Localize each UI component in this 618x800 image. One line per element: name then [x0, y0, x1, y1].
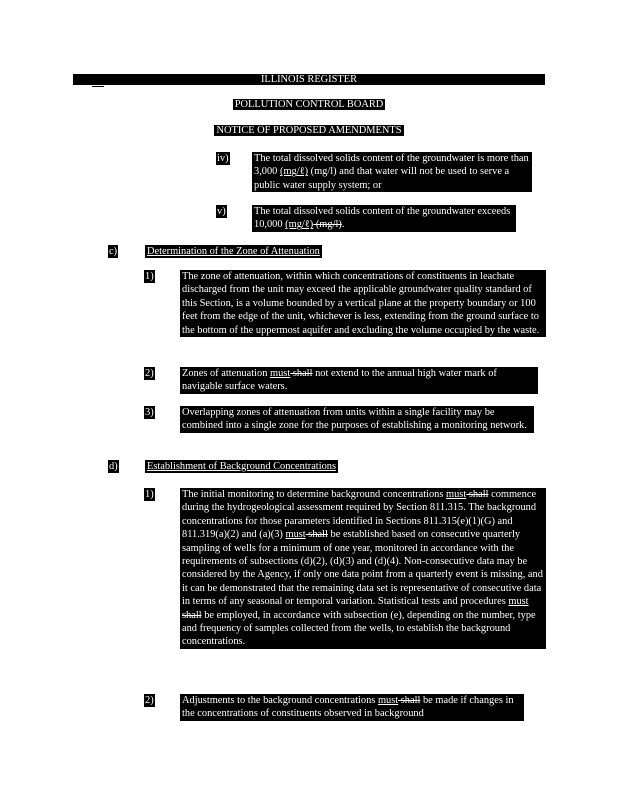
item-d1-inserted-2: must [285, 529, 306, 541]
register-title-text: ILLINOIS REGISTER [260, 74, 358, 85]
register-title [73, 73, 545, 86]
item-iv-text: The total dissolved solids content of the groundwater is more than 3,000 (mg/ℓ) (mg/l) and that water will not be used to serve a public water supply system; or [252, 152, 532, 192]
item-c3-text: Overlapping zones of attenuation from units within a single facility may be combined into a single zone for the purposes of establishing a monitoring network. [180, 406, 534, 433]
item-d1-deleted-2: shall [305, 529, 328, 541]
item-c1-text: The zone of attenuation, within which concentrations of constituents in leachate discharged from the unit may exceed the applicable groundwater quality standard of this Section, is a volume bounded by a vertical plane at the property boundary or 100 feet from the edge of the unit, whichever is less, extending from the ground surface to the bottom of the uppermost aquifer and excluding the volume occupied by the waste. [180, 270, 546, 337]
item-v-label: v) [217, 206, 226, 217]
item-c2-inserted: must [270, 368, 291, 379]
item-v-inserted: (mg/ℓ) [285, 219, 314, 231]
board-title-text: POLLUTION CONTROL BOARD [234, 99, 384, 110]
item-c2-text: Zones of attenuation must shall not extend to the annual high water mark of navigable surface waters. [180, 367, 538, 394]
section-c-label: c) [109, 246, 118, 257]
item-v-text: The total dissolved solids content of the groundwater exceeds 10,000 (mg/ℓ) (mg/l). [252, 205, 516, 232]
item-d1-text: The initial monitoring to determine background concentrations must shall commence during the hydrogeological assessment required by Section 811.315. The background concentrations for those parameters identified in Sections 811.315(e)(1)(G) and 811.319(a)(2) and (a)(3) must shall be established based on consecutive quarterly sampling of wells for a minimum of one year, monitored in accordance with the requirements of subsections (d)(2), (d)(3) and (d)(4). Non-consecutive data may be considered by the Agency, if only one data point from a quarterly event is missing, and it can be demonstrated that the remaining data set is representative of consecutive data in terms of any seasonal or temporal variation. Statistical tests and procedures must shall be employed, in accordance with subsection (e), depending on the number, type and frequency of samples collected from the wells, to establish the background concentrations. [180, 488, 546, 649]
item-d1-deleted-1: shall [466, 489, 489, 500]
notice-title [73, 124, 545, 137]
item-c2-label: 2) [145, 368, 154, 379]
item-d2-text: Adjustments to the background concentrations must shall be made if changes in the concentrations of constituents observed in background [180, 694, 524, 721]
board-title [73, 98, 545, 111]
section-c-heading: Determination of the Zone of Attenuation [147, 246, 320, 257]
item-c1-label: 1) [145, 271, 154, 282]
notice-title-text: NOTICE OF PROPOSED AMENDMENTS [216, 125, 402, 136]
section-d-label: d) [109, 461, 118, 472]
item-c3-label: 3) [145, 407, 154, 418]
item-d2-deleted: shall [398, 695, 421, 706]
item-d1-inserted-1: must [446, 489, 467, 500]
item-d1-deleted-3: shall [182, 609, 202, 621]
item-d2-inserted: must [377, 695, 399, 706]
item-c2-deleted: shall [290, 368, 313, 379]
item-iv-inserted: (mg/ℓ) [279, 166, 309, 178]
item-iv-label: iv) [217, 153, 229, 164]
section-d-heading: Establishment of Background Concentrations [147, 461, 337, 472]
item-d1-inserted-3: must [508, 596, 529, 608]
item-d1-label: 1) [145, 489, 154, 500]
item-v-deleted: (mg/l) [313, 219, 342, 231]
item-d2-label: 2) [145, 695, 154, 706]
